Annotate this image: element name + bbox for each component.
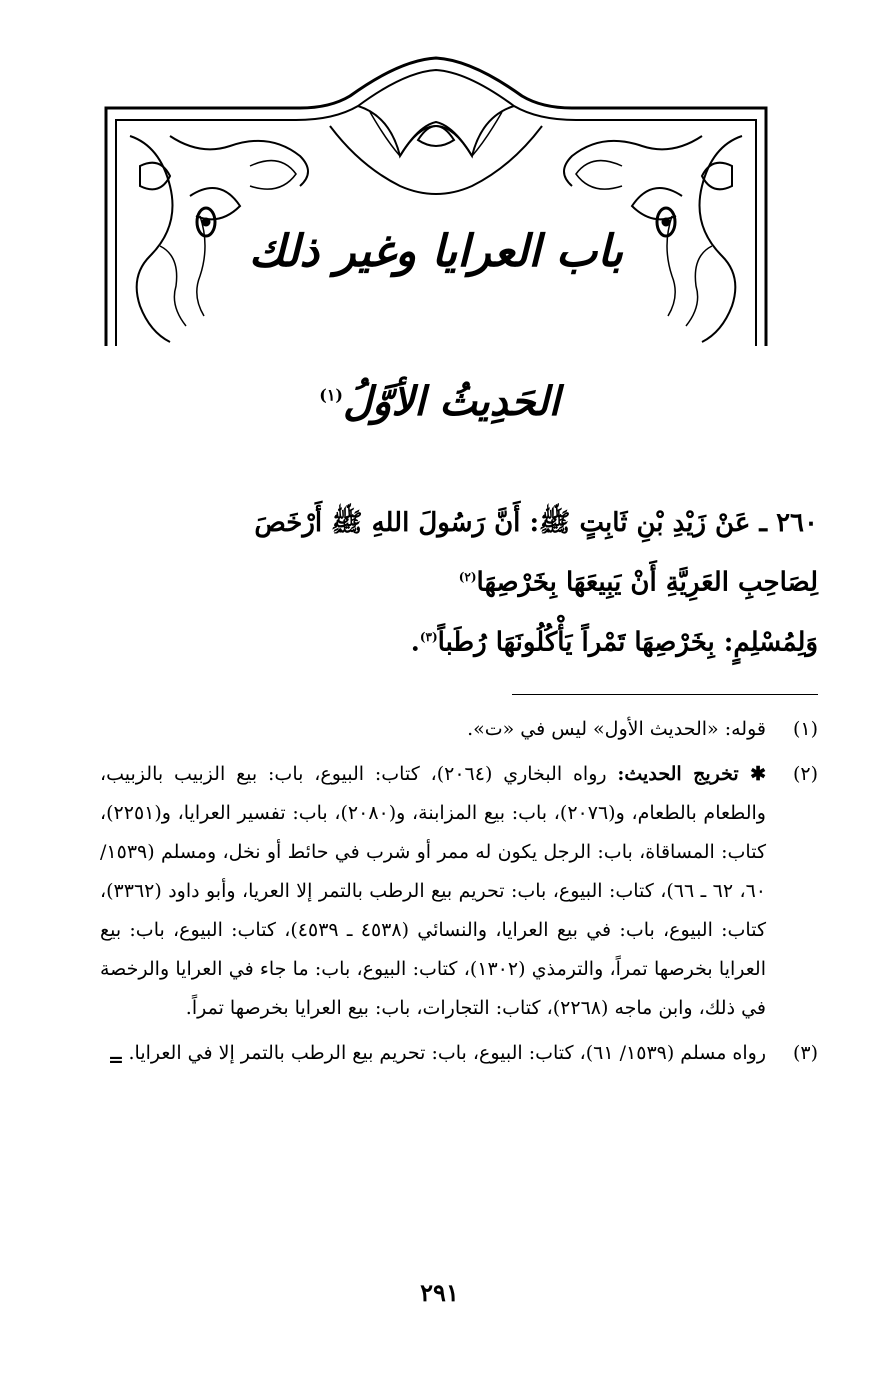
footnote-marker-2: (٢) [458,570,477,584]
footnote-marker-1: (١) [319,385,343,405]
hadith-line-2 [100,550,818,610]
hadith-line-3-end: . [410,627,420,658]
hadith-line-3-text: وَلِمُسْلِمٍ: بِخَرْصِهَا تَمْراً يَأْكُلُونَهَا رُطَباً [437,627,818,658]
chapter-title: باب العرايا وغير ذلك [249,226,623,277]
footnote-marker-3: (٣) [419,629,438,644]
footnote-2 [100,755,818,1028]
hadith-heading [0,378,879,425]
footnote-number: (١) [792,718,818,740]
footnote-separator [512,694,818,695]
footnote-1 [100,710,818,749]
footnote-label: ✱ تخريج الحديث: [617,763,766,785]
chapter-ornament-frame [100,56,772,348]
footnote-body [100,755,766,1028]
footnote-number: (٢) [792,763,818,785]
page-number: ٢٩١ [420,1278,459,1307]
footnotes [100,710,818,1080]
hadith-heading-text: الحَدِيثُ الأوَّلُ [342,378,560,425]
footnote-text: رواه مسلم (١٥٣٩/ ٦١)، كتاب: البيوع، باب: تحريم بيع الرطب بالتمر إلا في العرايا. [128,1042,766,1064]
hadith-line-2-text: لِصَاحِبِ العَرِيَّةِ أَنْ يَبِيعَهَا بِخَرْصِهَا [476,567,818,598]
footnote-text: رواه البخاري (٢٠٦٤)، كتاب: البيوع، باب: بيع الزبيب بالزبيب، والطعام بالطعام، و(٢٠٧٦)، باب: بيع المزابنة، و(٢٠٨٠)، باب: تفسير العرايا، و(٢٢٥١)، كتاب: المساقاة، باب: الرجل يكون له ممر أو شرب في حائط أو نخل، ومسلم (١٥٣٩/ ٦٠، ٦٢ ـ ٦٦)، كتاب: البيوع، باب: تحريم بيع الرطب بالتمر إلا العريا، وأبو داود (٣٣٦٢)، كتاب: البيوع، باب: في بيع العرايا، والنسائي (٤٥٣٨ ـ ٤٥٣٩)، كتاب: البيوع، باب: بيع العرايا بخرصها تمراً، والترمذي (١٣٠٢)، كتاب: البيوع، باب: ما جاء في العرايا والرخصة في ذلك، وابن ماجه (٢٢٦٨)، كتاب: التجارات، باب: بيع العرايا بخرصها تمراً. [100,763,766,1019]
hadith-line-3 [100,610,818,670]
hadith-line-1: ٢٦٠ ـ عَنْ زَيْدِ بْنِ ثَابِتٍ ﷺ: أَنَّ رَسُولَ اللهِ ﷺ أَرْخَصَ [254,508,818,538]
footnote-number: (٣) [792,1042,818,1064]
footnote-3 [100,1034,818,1073]
footnote-text: قوله: «الحديث الأول» ليس في «ت». [467,718,766,740]
continuation-mark: = [108,1049,124,1071]
hadith-text [100,496,818,669]
